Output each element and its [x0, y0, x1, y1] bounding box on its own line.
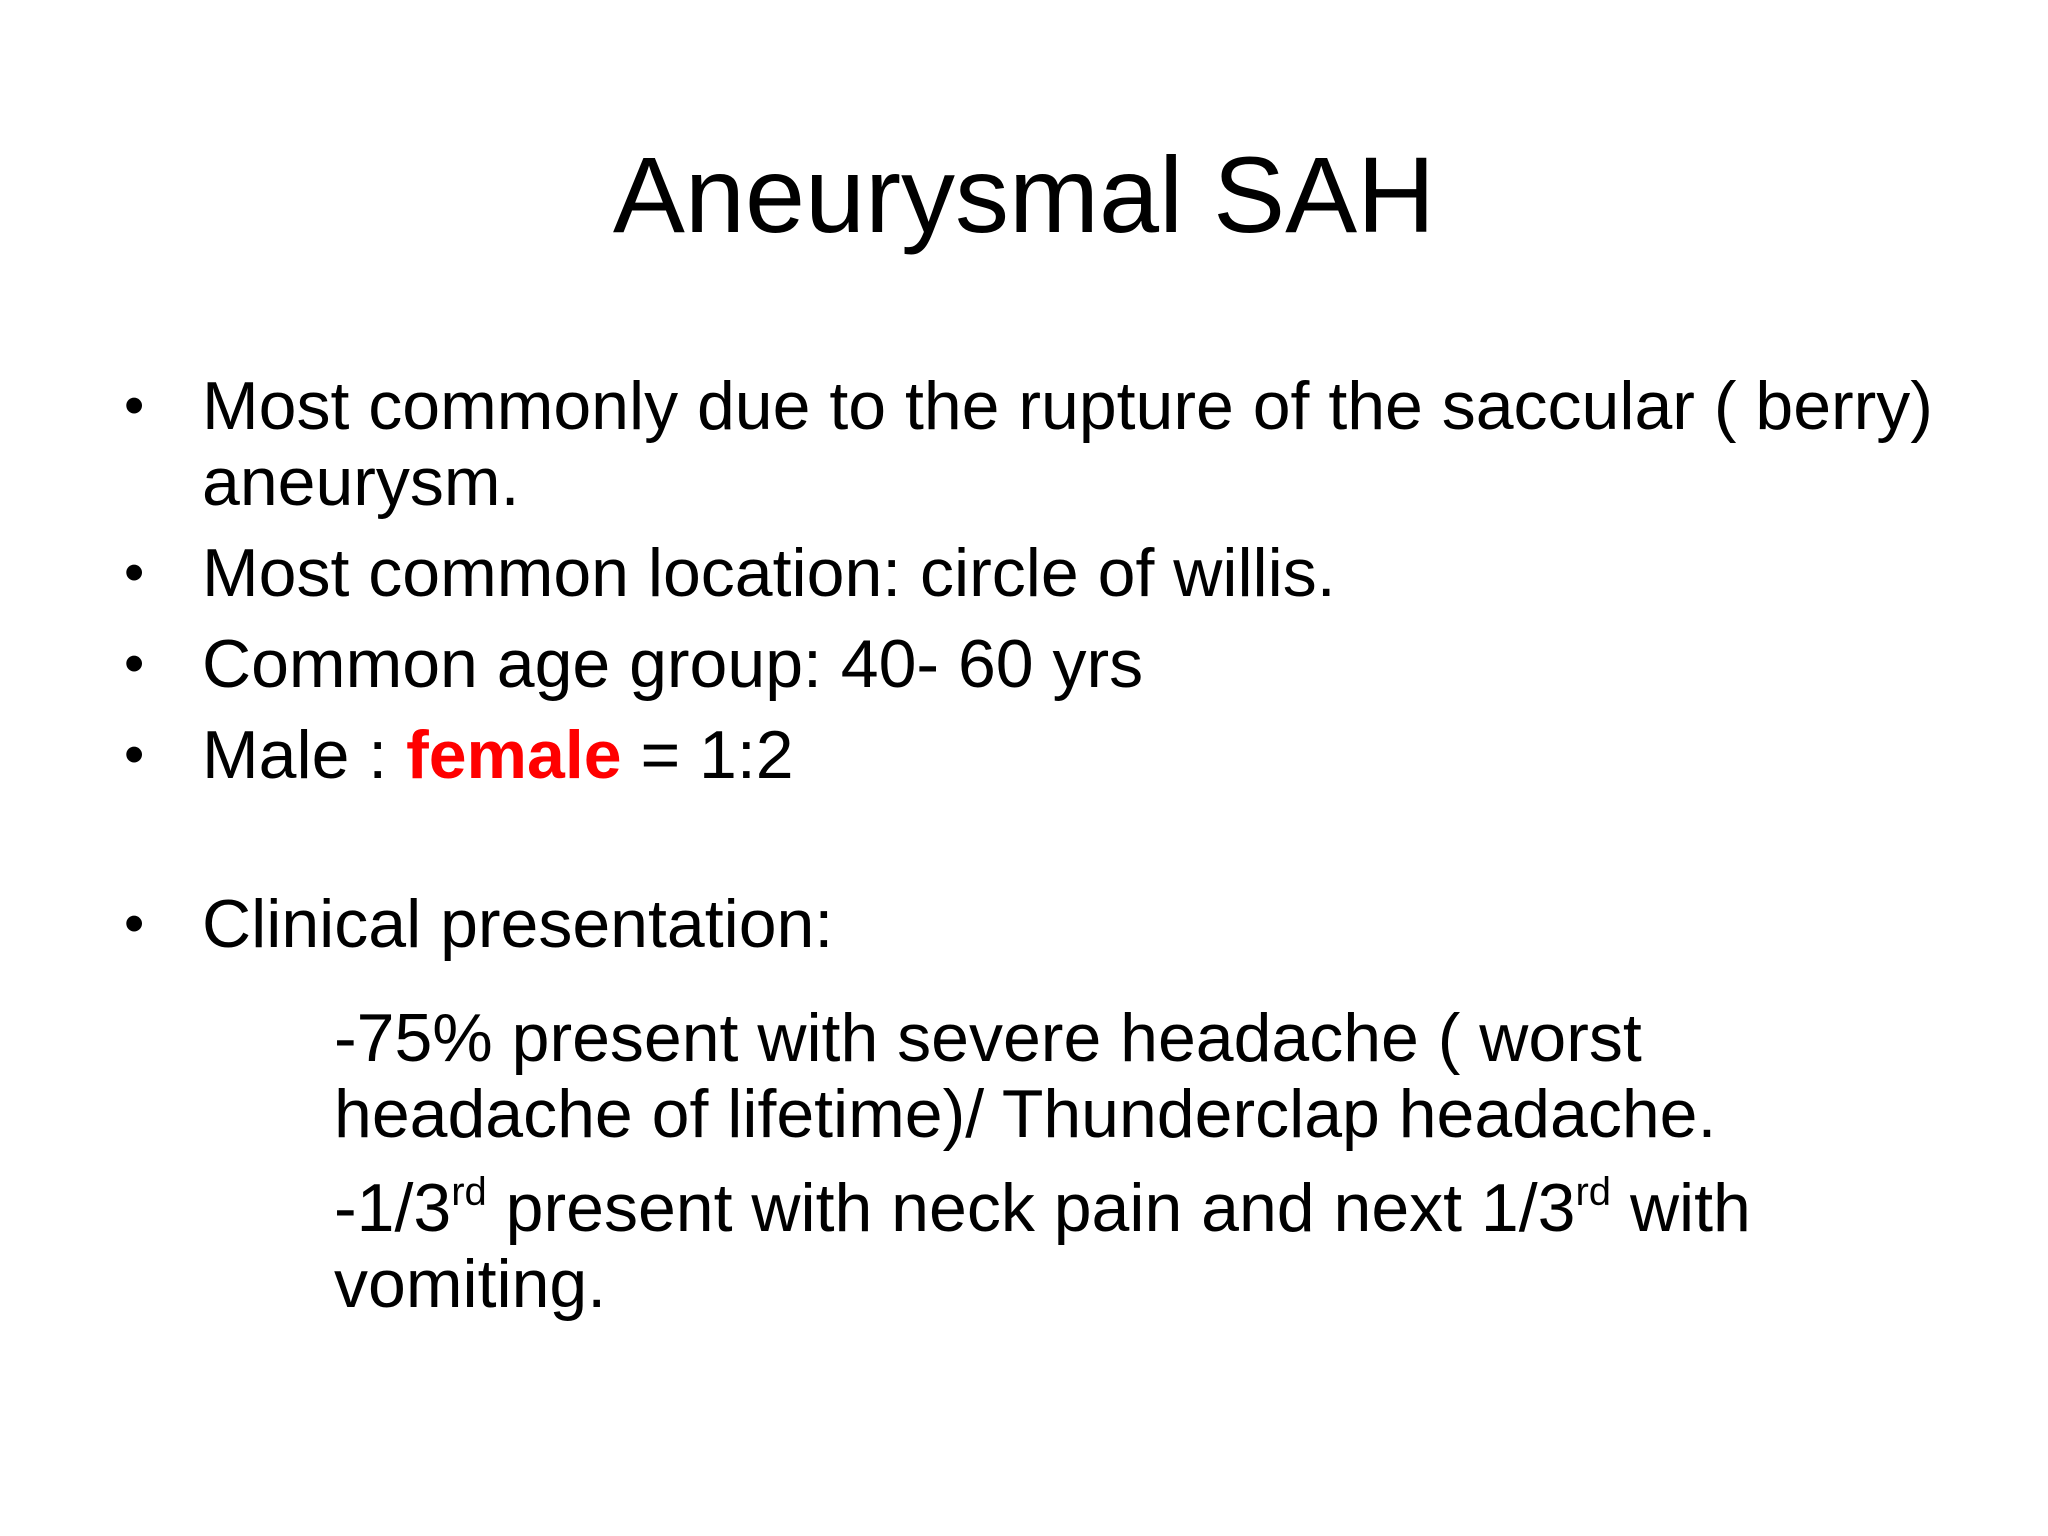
bullet-text: Most common location: circle of willis.: [202, 535, 1336, 611]
line2-part-b: present with neck pain and next 1/3: [486, 1170, 1576, 1246]
line2-part-a: -1/3: [334, 1170, 452, 1246]
bullet-text: Most commonly due to the rupture of the saccular ( berry) aneurysm.: [202, 368, 1933, 520]
ratio-highlight: female: [406, 717, 622, 793]
ratio-prefix: Male :: [202, 717, 407, 793]
bullet-icon: •: [124, 722, 145, 787]
ratio-suffix: = 1:2: [621, 717, 794, 793]
bullet-item-age: [120, 626, 1940, 702]
clinical-neck-pain-text: [334, 1170, 1934, 1322]
bullet-item-cause: [120, 368, 1940, 520]
bullet-icon: •: [124, 540, 145, 605]
slide-title: Aneurysmal SAH: [612, 134, 1436, 255]
bullet-icon: •: [124, 891, 145, 956]
bullet-item-clinical: [120, 886, 1940, 962]
bullet-item-ratio: [120, 717, 1940, 793]
line2-superscript-2: rd: [1575, 1170, 1612, 1214]
bullet-icon: •: [124, 373, 145, 438]
line2-superscript-1: rd: [451, 1170, 487, 1214]
bullet-item-location: [120, 535, 1940, 611]
bullet-text: Common age group: 40- 60 yrs: [202, 626, 1144, 702]
bullet-icon: •: [124, 631, 145, 696]
clinical-headache-text: -75% present with severe headache ( worst headache of lifetime)/ Thunderclap headache.: [334, 1000, 1717, 1152]
line2-part-c: with vomiting.: [334, 1170, 1751, 1322]
bullet-text: Clinical presentation:: [202, 886, 834, 962]
bullet-list: [120, 368, 1940, 977]
